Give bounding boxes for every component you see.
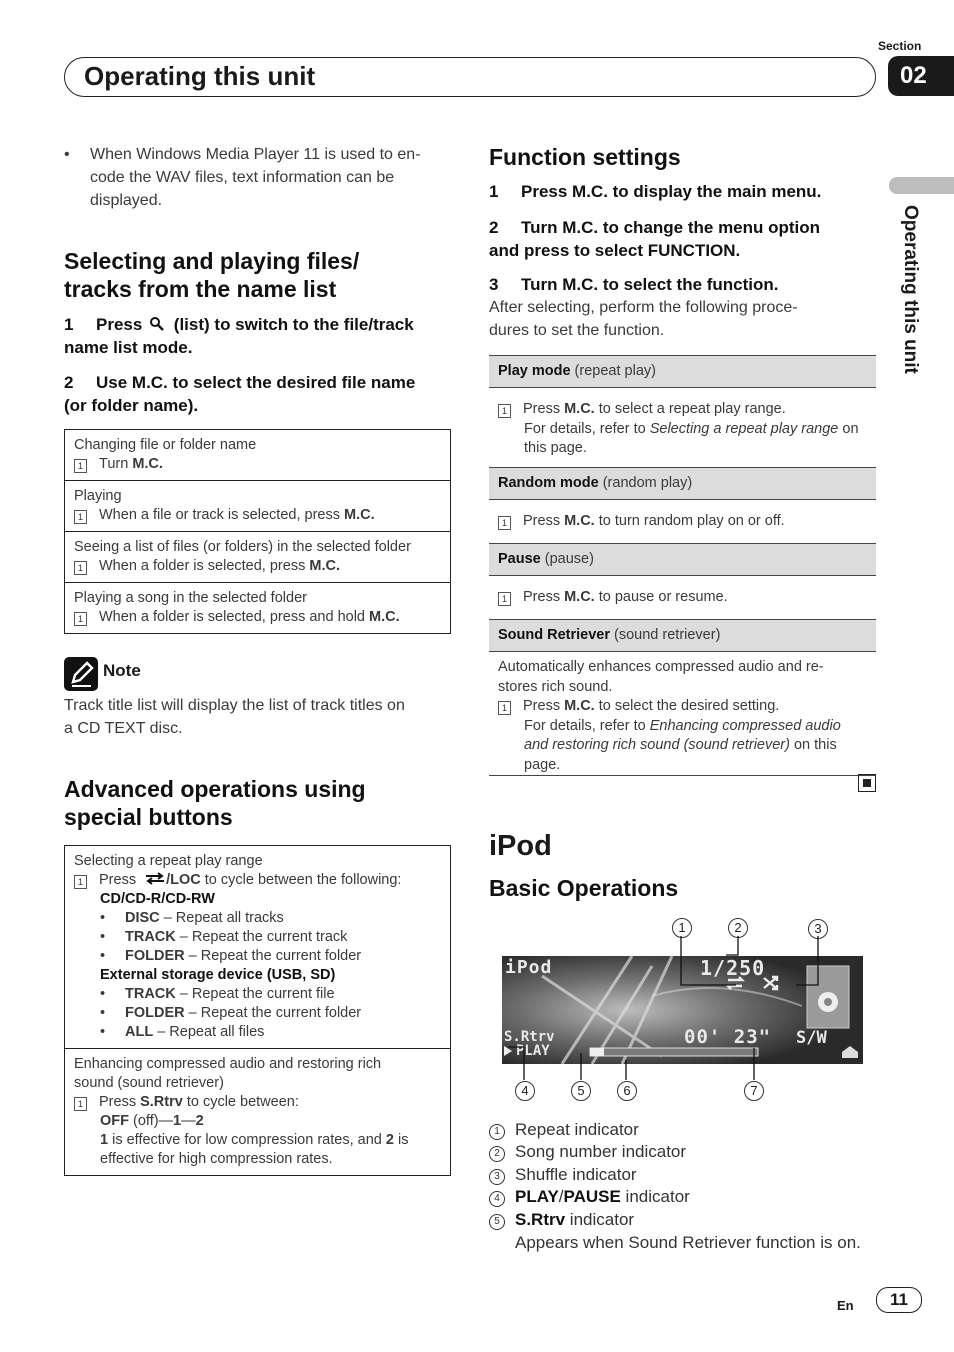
display-srtrv: S.Rtrv — [504, 1029, 555, 1045]
table-row: Seeing a list of files (or folders) in the selected folder 1 When a folder is selected, press M.C. — [65, 532, 451, 583]
sound-retriever-body: Automatically enhances compressed audio and re- stores rich sound. 1 Press M.C. to select the desired setting. For details, refer to Enhancing compressed audio and restoring rich sound (sound retriever) on this page. — [489, 652, 876, 776]
heading-selecting-files: Selecting and playing files/ tracks from the name list — [64, 248, 360, 302]
pause-header: Pause (pause) — [489, 543, 876, 576]
step-1: 1 Press (list) to switch to the file/track name list mode. — [64, 315, 414, 357]
section-label: Section — [878, 39, 922, 53]
table-row: Changing file or folder name 1 Turn M.C. — [65, 430, 451, 481]
display-sw: S/W — [796, 1028, 827, 1048]
page-title: Operating this unit — [84, 61, 316, 91]
legend-item: 4 PLAY/PAUSE indicator — [489, 1186, 690, 1209]
side-tab-label: Operating this unit — [900, 205, 921, 374]
table-row: Playing a song in the selected folder 1 When a folder is selected, press and hold M.C. — [65, 583, 451, 634]
display-time: 00' 23" — [684, 1026, 772, 1048]
note-text: Track title list will display the list of track titles on a CD TEXT disc. — [64, 697, 405, 737]
random-mode-body: 1 Press M.C. to turn random play on or off. — [489, 500, 876, 543]
callout-7: 7 — [744, 1081, 764, 1101]
search-icon — [149, 316, 167, 332]
legend-item: 2 Song number indicator — [489, 1141, 686, 1164]
heading-function-settings: Function settings — [489, 144, 681, 170]
bullet-dot: • — [64, 146, 70, 163]
table-row: Selecting a repeat play range 1 Press /LOC to cycle between the following: CD/CD-R/CD-RW • DISC – Repeat all tracks • TRACK – Repeat the current track • FOLDER – Repeat the current folder External storage device (USB, SD) • TRACK – Repeat the current file • FOLDER – Repeat the current folder • ALL – Repeat all files — [65, 846, 451, 1049]
legend-item: 1 Repeat indicator — [489, 1119, 639, 1142]
side-tab-marker — [889, 177, 954, 194]
repeat-arrows-icon — [144, 872, 166, 885]
table-row: Playing 1 When a file or track is selected, press M.C. — [65, 481, 451, 532]
note-label: Note — [103, 661, 141, 680]
callout-1: 1 — [672, 918, 692, 938]
bullet-paragraph: When Windows Media Player 11 is used to en- code the WAV files, text information can be displayed. — [90, 146, 421, 209]
language-label: En — [837, 1298, 854, 1313]
callout-3: 3 — [808, 919, 828, 939]
display-song-number: 1/250 — [700, 956, 766, 980]
special-buttons-table — [64, 845, 451, 1176]
function-table — [489, 355, 876, 776]
sound-retriever-header: Sound Retriever (sound retriever) — [489, 619, 876, 652]
page-number: 11 — [876, 1287, 922, 1313]
play-mode-body: 1 Press M.C. to select a repeat play range. For details, refer to Selecting a repeat play range on this page. — [489, 388, 876, 468]
name-list-table — [64, 429, 451, 634]
callout-leader-lines — [500, 935, 870, 1085]
callout-5: 5 — [571, 1081, 591, 1101]
heading-advanced-operations: Advanced operations using special buttons — [64, 776, 366, 830]
display-play-status: PLAY — [516, 1043, 550, 1059]
basic-operations-heading: Basic Operations — [489, 875, 679, 901]
table-row: Enhancing compressed audio and restoring rich sound (sound retriever) 1 Press S.Rtrv to cycle between: OFF (off)—1—2 1 is effective for low compression rates, and 2 is effective for high compression rates. — [65, 1049, 451, 1176]
callout-4: 4 — [515, 1081, 535, 1101]
callout-2: 2 — [728, 918, 748, 938]
play-mode-header: Play mode (repeat play) — [489, 355, 876, 388]
random-mode-header: Random mode (random play) — [489, 467, 876, 500]
callout-6: 6 — [617, 1081, 637, 1101]
step-2: 2 Use M.C. to select the desired file name (or folder name). — [64, 373, 416, 415]
function-step-3: 3 Turn M.C. to select the function. — [489, 275, 779, 294]
function-step-2: 2 Turn M.C. to change the menu option and press to select FUNCTION. — [489, 218, 821, 260]
pause-body: 1 Press M.C. to pause or resume. — [489, 576, 876, 619]
ipod-heading: iPod — [489, 830, 552, 862]
legend-item-note: Appears when Sound Retriever function is on. — [515, 1233, 861, 1252]
display-brand: iPod — [505, 957, 553, 978]
section-number: 02 — [888, 56, 954, 96]
end-of-section-mark — [858, 774, 876, 792]
legend-item: 3 Shuffle indicator — [489, 1164, 637, 1187]
legend-item: 5 S.Rtrv indicator — [489, 1209, 634, 1232]
function-step-1: 1 Press M.C. to display the main menu. — [489, 182, 822, 201]
function-step-3-description: After selecting, perform the following proce- dures to set the function. — [489, 299, 798, 339]
note-pencil-icon — [64, 657, 98, 691]
